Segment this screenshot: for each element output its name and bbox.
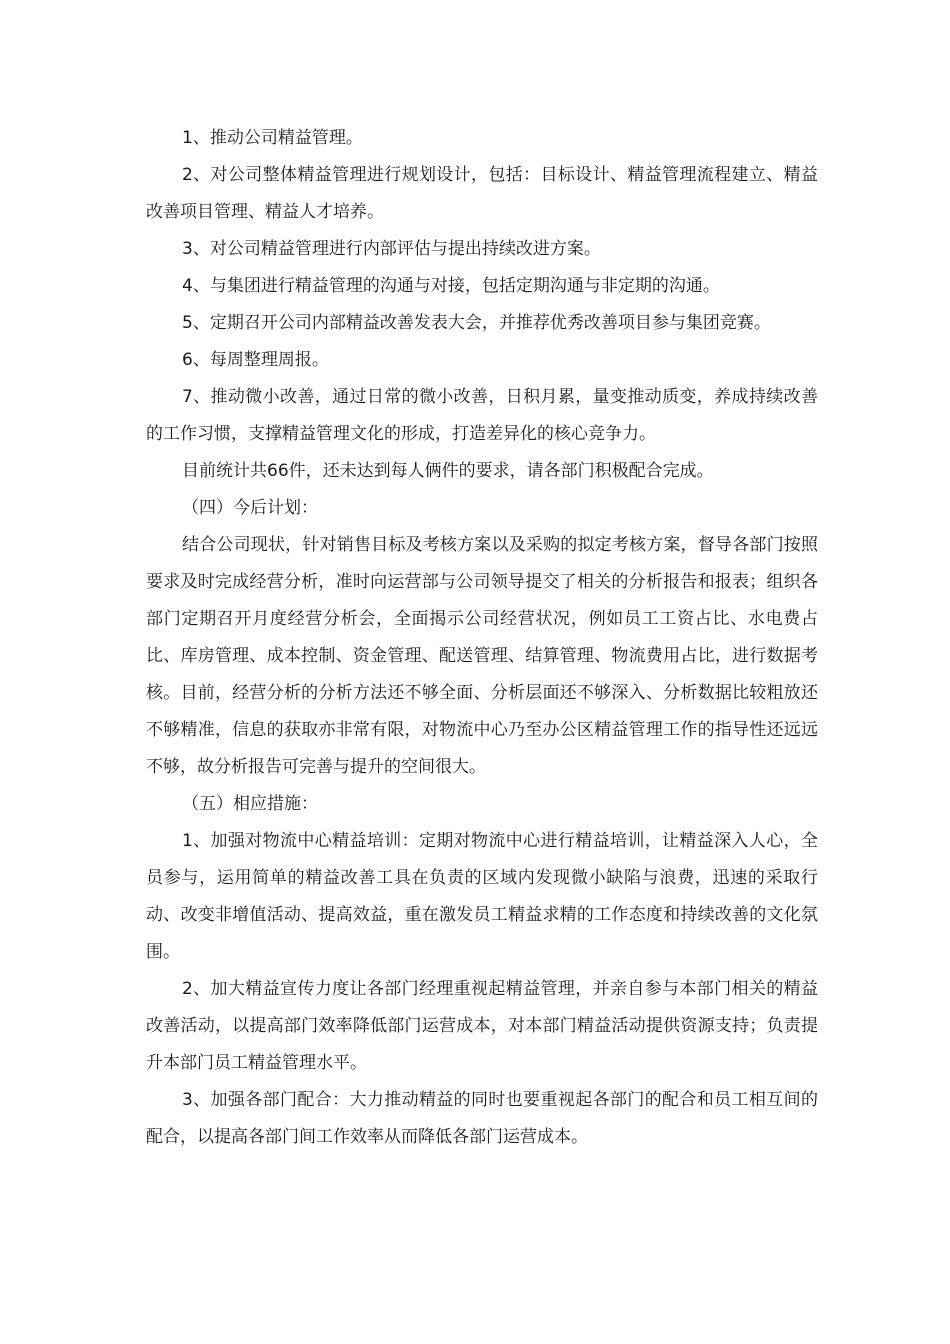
measure-item-training: 1、加强对物流中心精益培训：定期对物流中心进行精益培训，让精益深入人心，全员参与，运用简单的精益改善工具在负责的区域内发现微小缺陷与浪费，迅速的采取行动、改变非增值活动、提高效益，重在激发员工精益求精的工作态度和持续改善的文化氛围。 bbox=[146, 831, 818, 962]
list-item-planning-design: 2、对公司整体精益管理进行规划设计，包括：目标设计、精益管理流程建立、精益改善项目管理、精益人才培养。 bbox=[146, 165, 818, 222]
list-item-group-communication: 4、与集团进行精益管理的沟通与对接，包括定期沟通与非定期的沟通。 bbox=[182, 276, 720, 296]
list-item-weekly-report: 6、每周整理周报。 bbox=[182, 350, 329, 370]
measure-item-cooperation: 3、加强各部门配合：大力推动精益的同时也要重视起各部门的配合和员工相互间的配合，以提高各部门间工作效率从而降低各部门运营成本。 bbox=[146, 1090, 818, 1147]
measure-item-promotion: 2、加大精益宣传力度让各部门经理重视起精益管理，并亲自参与本部门相关的精益改善活动，以提高部门效率降低部门运营成本，对本部门精益活动提供资源支持；负责提升本部门员工精益管理水平。 bbox=[146, 979, 818, 1073]
section-heading-measures: （五）相应措施： bbox=[182, 794, 318, 814]
statistics-paragraph: 目前统计共66件，还未达到每人俩件的要求，请各部门积极配合完成。 bbox=[182, 461, 714, 481]
list-item-internal-evaluation: 3、对公司精益管理进行内部评估与提出持续改进方案。 bbox=[182, 239, 601, 259]
list-item-improvement-conference: 5、定期召开公司内部精益改善发表大会，并推荐优秀改善项目参与集团竞赛。 bbox=[182, 313, 771, 333]
list-item-micro-improvement: 7、推动微小改善，通过日常的微小改善，日积月累，量变推动质变，养成持续改善的工作习惯，支撑精益管理文化的形成，打造差异化的核心竞争力。 bbox=[146, 387, 818, 444]
section-heading-future-plan: （四）今后计划： bbox=[182, 498, 318, 518]
future-plan-paragraph: 结合公司现状，针对销售目标及考核方案以及采购的拟定考核方案，督导各部门按照要求及时完成经营分析，准时向运营部与公司领导提交了相关的分析报告和报表；组织各部门定期召开月度经营分析会，全面揭示公司经营状况，例如员工工资占比、水电费占比、库房管理、成本控制、资金管理、配送管理、结算管理、物流费用占比，进行数据考核。目前，经营分析的分析方法还不够全面、分析层面还不够深入、分析数据比较粗放还不够精准，信息的获取亦非常有限，对物流中心乃至办公区精益管理工作的指导性还远远不够，故分析报告可完善与提升的空间很大。 bbox=[146, 535, 818, 777]
list-item-promote-lean: 1、推动公司精益管理。 bbox=[182, 128, 363, 148]
document-body bbox=[146, 120, 818, 1156]
